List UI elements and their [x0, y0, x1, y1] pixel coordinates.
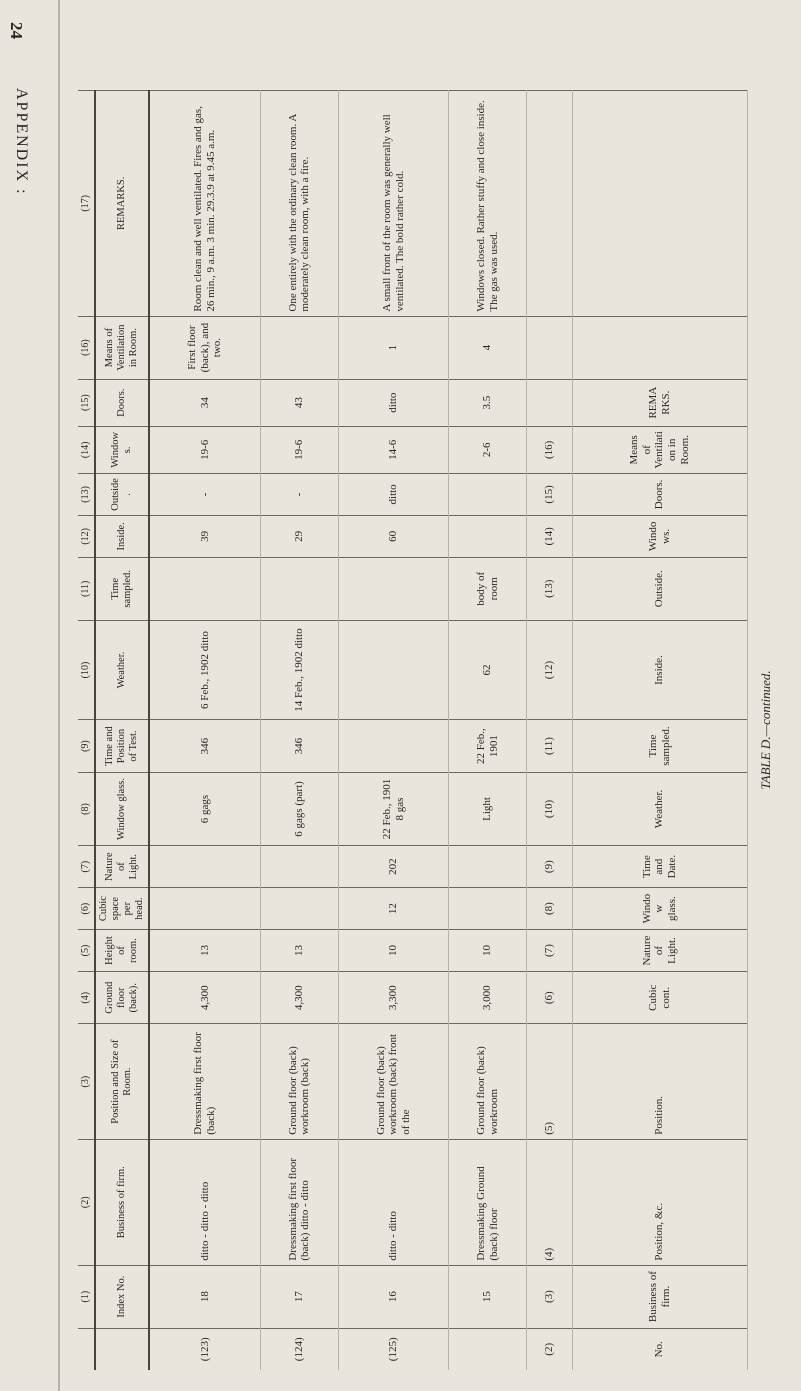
table-cell — [149, 557, 261, 620]
table-cell: Dressmaking first floor (back) — [149, 1024, 261, 1139]
table-cell: 39 — [149, 515, 261, 557]
header-cell: Outside. — [95, 473, 149, 515]
col-num: (2) — [78, 1139, 95, 1265]
header-cell: Time sampled. — [95, 557, 149, 620]
col-num: (5) — [78, 930, 95, 972]
table-cell: 13 — [260, 930, 338, 972]
table-cell — [338, 620, 448, 720]
table-cell: 346 — [149, 720, 261, 772]
rotated-table-stage — [60, 60, 790, 1380]
table-wrap — [70, 80, 790, 1380]
table-cell: Position, &c. — [572, 1139, 748, 1265]
table-cell: (3) — [527, 1265, 572, 1328]
table-cell: 12 — [338, 888, 448, 930]
table-cell: Time sampled. — [572, 720, 748, 772]
table-cell: REMARKS. — [572, 379, 748, 426]
page-number: 24 — [7, 22, 26, 39]
table-cell: - — [149, 473, 261, 515]
data-table — [78, 90, 748, 1370]
col-num: (10) — [78, 620, 95, 720]
table-cell — [260, 557, 338, 620]
col-num: (11) — [78, 557, 95, 620]
table-cell: 22 Feb., 1901 — [449, 720, 527, 772]
page-header — [0, 0, 40, 1391]
header-cell: Time and Position of Test. — [95, 720, 149, 772]
table-cell: Business of firm. — [572, 1265, 748, 1328]
table-cell: (8) — [527, 888, 572, 930]
table-cell: (5) — [527, 1024, 572, 1139]
table-cell: Light — [449, 772, 527, 845]
table-cell: 16 — [338, 1265, 448, 1328]
table-caption: TABLE D.—continued. — [758, 670, 773, 790]
table-cell: 19-6 — [260, 426, 338, 473]
table-cell — [260, 316, 338, 379]
header-cell: Weather. — [95, 620, 149, 720]
table-row — [260, 91, 338, 1371]
table-cell: 22 Feb., 1901 8 gas — [338, 772, 448, 845]
table-cell: 60 — [338, 515, 448, 557]
col-num — [78, 1328, 95, 1370]
table-cell: ditto - ditto - ditto — [149, 1139, 261, 1265]
table-cell: 2-6 — [449, 426, 527, 473]
table-cell: 10 — [449, 930, 527, 972]
col-num: (12) — [78, 515, 95, 557]
table-cell: (15) — [527, 473, 572, 515]
table-cell: 34 — [149, 379, 261, 426]
col-num: (14) — [78, 426, 95, 473]
table-cell: (14) — [527, 515, 572, 557]
col-num: (4) — [78, 972, 95, 1024]
table-cell: (7) — [527, 930, 572, 972]
table-cell: 29 — [260, 515, 338, 557]
table-cell: Window glass. — [572, 888, 748, 930]
header-cell: Doors. — [95, 379, 149, 426]
table-cell: (13) — [527, 557, 572, 620]
col-num: (13) — [78, 473, 95, 515]
table-body — [149, 91, 748, 1371]
table-cell — [527, 316, 572, 379]
row-index-cell: (2) — [527, 1328, 572, 1370]
table-cell — [260, 846, 338, 888]
remarks-cell: One entirely with the ordinary clean room. A moderately clean room, with a fire. — [260, 91, 338, 317]
table-cell: Dressmaking Ground (back) floor — [449, 1139, 527, 1265]
col-num: (8) — [78, 772, 95, 845]
row-index-cell: No. — [572, 1328, 748, 1370]
table-cell: ditto — [338, 473, 448, 515]
header-cell: Height of room. — [95, 930, 149, 972]
table-cell: Ground floor (back) workroom — [449, 1024, 527, 1139]
col-num: (1) — [78, 1265, 95, 1328]
table-cell: ditto — [338, 379, 448, 426]
header-cell: Nature of Light. — [95, 846, 149, 888]
table-cell: 14-6 — [338, 426, 448, 473]
table-cell: 1 — [338, 316, 448, 379]
row-index-cell: (123) — [149, 1328, 261, 1370]
table-row — [338, 91, 448, 1371]
header-cell: REMARKS. — [95, 91, 149, 317]
table-cell — [338, 557, 448, 620]
header-cell: Means of Ventilation in Room. — [95, 316, 149, 379]
header-row — [95, 91, 149, 1371]
table-cell: 202 — [338, 846, 448, 888]
table-cell: 346 — [260, 720, 338, 772]
table-cell: 19-6 — [149, 426, 261, 473]
table-cell — [449, 515, 527, 557]
table-cell: (10) — [527, 772, 572, 845]
header-cell: Index No. — [95, 1265, 149, 1328]
table-cell — [527, 379, 572, 426]
table-cell: 43 — [260, 379, 338, 426]
table-cell: 15 — [449, 1265, 527, 1328]
table-cell: 4,300 — [260, 972, 338, 1024]
table-cell: - — [260, 473, 338, 515]
table-cell — [338, 720, 448, 772]
col-num: (7) — [78, 846, 95, 888]
table-cell: First floor (back), and two. — [149, 316, 261, 379]
table-cell: ditto - ditto — [338, 1139, 448, 1265]
remarks-cell: A small front of the room was generally well ventilated. The bold rather cold. — [338, 91, 448, 317]
header-cell — [95, 1328, 149, 1370]
table-cell: 6 Feb., 1902 ditto — [149, 620, 261, 720]
remarks-cell — [572, 91, 748, 317]
table-cell: 10 — [338, 930, 448, 972]
table-row — [572, 91, 748, 1371]
table-row — [527, 91, 572, 1371]
table-cell — [572, 316, 748, 379]
row-index-cell: (125) — [338, 1328, 448, 1370]
table-cell: Ground floor (back) workroom (back) front of the — [338, 1024, 448, 1139]
table-cell: Inside. — [572, 620, 748, 720]
table-cell: 13 — [149, 930, 261, 972]
table-cell: (11) — [527, 720, 572, 772]
table-cell: (9) — [527, 846, 572, 888]
remarks-cell — [527, 91, 572, 317]
table-cell: Time and Date. — [572, 846, 748, 888]
table-cell: 3,000 — [449, 972, 527, 1024]
table-cell — [449, 846, 527, 888]
table-cell: Windows. — [572, 515, 748, 557]
table-cell: (4) — [527, 1139, 572, 1265]
running-head: APPENDIX : — [13, 88, 30, 196]
header-cell: Window glass. — [95, 772, 149, 845]
table-cell — [260, 888, 338, 930]
table-cell — [149, 888, 261, 930]
col-num: (9) — [78, 720, 95, 772]
table-cell: Means of Ventilation in Room. — [572, 426, 748, 473]
table-cell: Weather. — [572, 772, 748, 845]
table-cell: 18 — [149, 1265, 261, 1328]
table-cell: Cubic cont. — [572, 972, 748, 1024]
header-cell: Position and Size of Room. — [95, 1024, 149, 1139]
col-num: (3) — [78, 1024, 95, 1139]
table-cell: Nature of Light. — [572, 930, 748, 972]
table-cell: 6 gags (part) — [260, 772, 338, 845]
header-cell: Business of firm. — [95, 1139, 149, 1265]
table-cell: 3,300 — [338, 972, 448, 1024]
table-cell: Dressmaking first floor (back) ditto - ditto — [260, 1139, 338, 1265]
table-cell: 62 — [449, 620, 527, 720]
col-num: (16) — [78, 316, 95, 379]
table-cell: (16) — [527, 426, 572, 473]
table-cell: 4 — [449, 316, 527, 379]
column-number-row — [78, 91, 95, 1371]
table-cell: Doors. — [572, 473, 748, 515]
table-cell: 6 gags — [149, 772, 261, 845]
header-cell: Windows. — [95, 426, 149, 473]
row-index-cell: (124) — [260, 1328, 338, 1370]
table-cell: Position. — [572, 1024, 748, 1139]
table-cell: (12) — [527, 620, 572, 720]
remarks-cell: Room clean and well ventilated. Fires and gas, 26 min., 9 a.m. 3 min. 29.3.9 at 9.45 a.m. — [149, 91, 261, 317]
table-cell: Ground floor (back) workroom (back) — [260, 1024, 338, 1139]
table-cell — [449, 888, 527, 930]
table-row — [149, 91, 261, 1371]
table-cell — [149, 846, 261, 888]
row-index-cell — [449, 1328, 527, 1370]
header-cell: Cubic space per head. — [95, 888, 149, 930]
table-cell: (6) — [527, 972, 572, 1024]
col-num: (6) — [78, 888, 95, 930]
table-cell: 17 — [260, 1265, 338, 1328]
table-cell: Outside. — [572, 557, 748, 620]
remarks-cell: Windows closed. Rather stuffy and close inside. The gas was used. — [449, 91, 527, 317]
col-num: (15) — [78, 379, 95, 426]
table-cell: 14 Feb., 1902 ditto — [260, 620, 338, 720]
header-cell: Ground floor (back). — [95, 972, 149, 1024]
table-cell: 3.5 — [449, 379, 527, 426]
col-num: (17) — [78, 91, 95, 317]
table-cell: body of room — [449, 557, 527, 620]
table-row — [449, 91, 527, 1371]
table-cell: 4,300 — [149, 972, 261, 1024]
table-cell — [449, 473, 527, 515]
header-cell: Inside. — [95, 515, 149, 557]
